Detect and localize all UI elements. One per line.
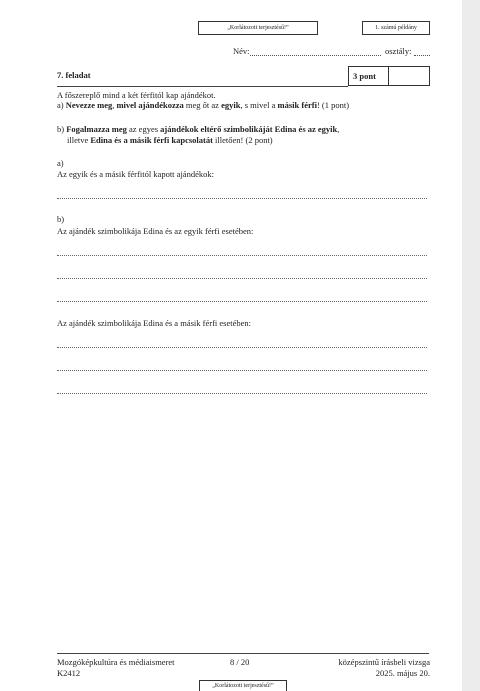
task-intro: A főszereplő mind a két férfitól kap ajándékot. — [57, 90, 216, 100]
question-a: a) Nevezze meg, mivel ajándékozza meg őt az egyik, s mivel a másik férfi! (1 pont) — [57, 100, 350, 110]
copy-number-label: 1. számú példány — [375, 25, 417, 31]
answer-b2-line[interactable] — [57, 370, 427, 371]
restricted-distribution-box — [198, 21, 318, 35]
answer-b-prompt-2: Az ajándék szimbolikája Edina és a másik férfi esetében: — [57, 318, 252, 328]
footer-exam-level: középszintű írásbeli vizsga — [338, 657, 430, 667]
name-label: Név: — [233, 46, 250, 56]
answer-b2-line[interactable] — [57, 393, 427, 394]
answer-b1-line[interactable] — [57, 301, 427, 302]
footer-divider — [57, 653, 429, 654]
footer-page-number: 8 / 20 — [230, 657, 250, 667]
footer-restricted-box — [199, 680, 287, 691]
task-divider — [57, 86, 348, 87]
answer-b1-line[interactable] — [57, 255, 427, 256]
restricted-distribution-label: „Korlátozott terjesztésű!” — [227, 25, 289, 31]
points-label: 3 pont — [353, 71, 376, 81]
name-field[interactable] — [250, 55, 381, 56]
footer-code: K2412 — [57, 668, 81, 678]
answer-b-label: b) — [57, 214, 65, 224]
page-edge — [462, 0, 480, 691]
class-label: osztály: — [385, 46, 412, 56]
class-field[interactable] — [414, 55, 430, 56]
answer-a-prompt: Az egyik és a másik férfitól kapott ajándékok: — [57, 169, 214, 179]
answer-b2-line[interactable] — [57, 347, 427, 348]
answer-b1-line[interactable] — [57, 278, 427, 279]
score-field[interactable] — [388, 66, 430, 86]
task-title: 7. feladat — [57, 70, 91, 80]
answer-b-prompt-1: Az ajándék szimbolikája Edina és az egyik férfi esetében: — [57, 226, 254, 236]
copy-number-box — [362, 21, 430, 35]
footer-restricted-label: „Korlátozott terjesztésű!” — [212, 683, 274, 689]
question-b-line2: illetve Edina és a másik férfi kapcsolatát illetően! (2 pont) — [67, 135, 273, 145]
answer-a-label: a) — [57, 158, 64, 168]
answer-a-line[interactable] — [57, 198, 427, 199]
footer-date: 2025. május 20. — [375, 668, 430, 678]
footer-subject: Mozgóképkultúra és médiaismeret — [57, 657, 175, 667]
question-b-line1: b) Fogalmazza meg az egyes ajándékok eltérő szimbolikáját Edina és az egyik, — [57, 124, 340, 134]
